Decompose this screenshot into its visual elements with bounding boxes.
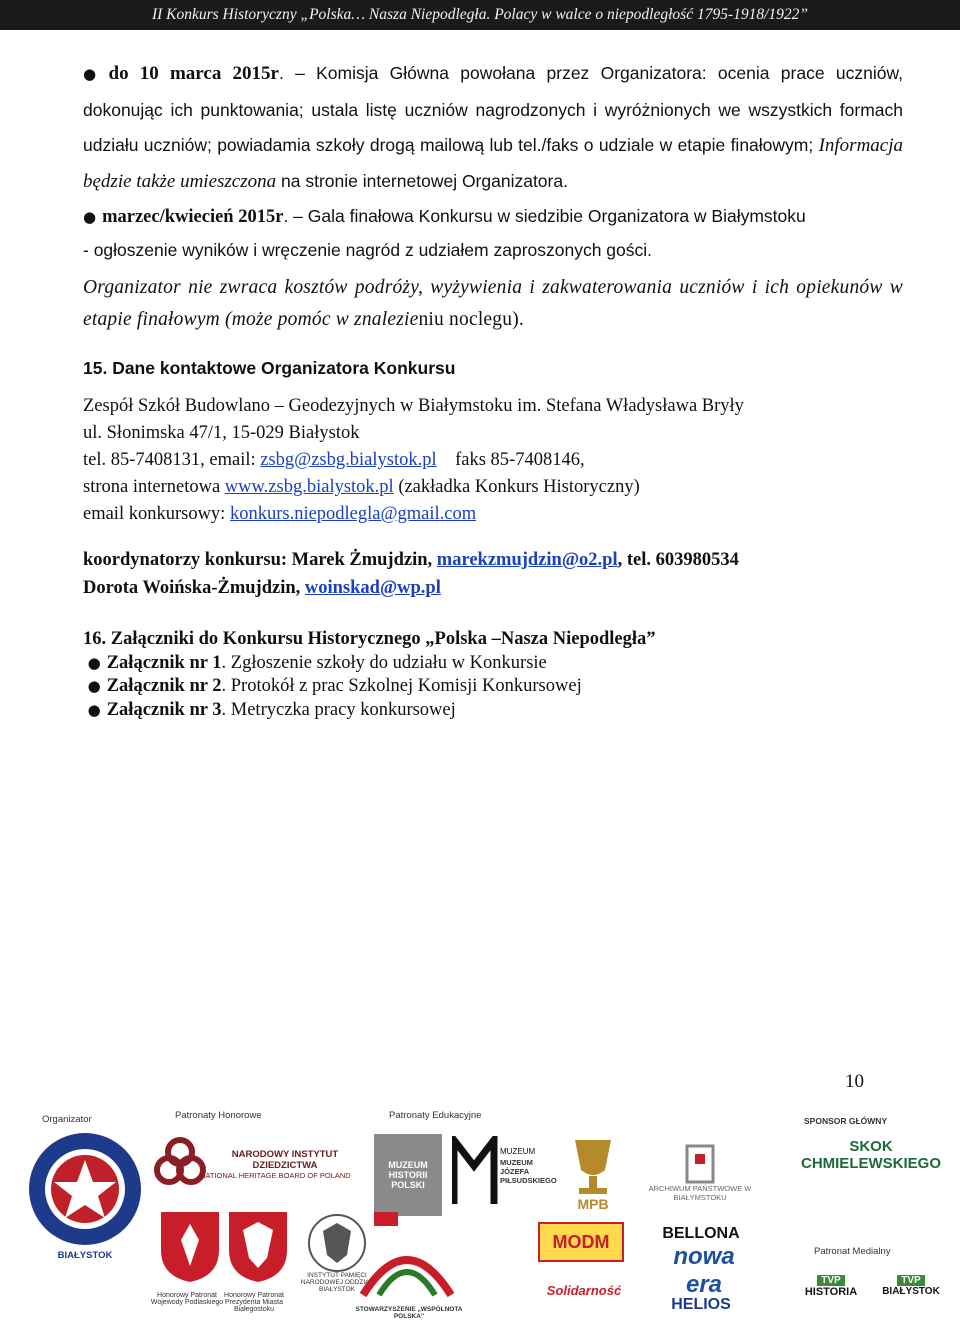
organizer-note bbox=[83, 272, 903, 336]
tvp-bialystok-logo: TVP BIAŁYSTOK bbox=[882, 1275, 940, 1297]
bullet-icon: ● bbox=[83, 208, 97, 226]
mpb-logo: MPB bbox=[560, 1126, 626, 1222]
organizer-note-italic: Organizator nie zwraca kosztów podróży, wyżywienia i zakwaterowania uczniów i ich opiekunów w etapie finałowym (może pomóc w znalezie bbox=[83, 277, 903, 330]
contest-email-line: email konkursowy: konkurs.niepodlegla@gmail.com bbox=[83, 504, 477, 524]
coordinator-line-1: koordynatorzy konkursu: Marek Żmujdzin, marekzmujdzin@o2.pl, tel. 603980534 bbox=[83, 550, 739, 570]
page-header bbox=[0, 0, 960, 30]
edu-label: Patronaty Edukacyjne bbox=[389, 1110, 482, 1121]
phone-email-line: tel. 85-7408131, email: zsbg@zsbg.bialystok.pl faks 85-7408146, bbox=[83, 450, 585, 470]
section-15-title: 15. Dane kontaktowe Organizatora Konkursu bbox=[83, 358, 456, 378]
coordinator-line-2: Dorota Woińska-Żmujdzin, woinskad@wp.pl bbox=[83, 578, 441, 598]
skok-logo: SKOK CHMIELEWSKIEGO bbox=[800, 1138, 941, 1172]
honorary-label: Patronaty Honorowe bbox=[175, 1110, 262, 1121]
paragraph-deadline bbox=[83, 56, 903, 199]
attachment-item: ● Załącznik nr 3. Metryczka pracy konkursowej bbox=[87, 699, 456, 720]
museum-history-logo: MUZEUM HISTORII POLSKI bbox=[374, 1134, 442, 1216]
attachment-item: ● Załącznik nr 2. Protokół z prac Szkolnej Komisji Konkursowej bbox=[87, 676, 582, 696]
deadline-text: . – Komisja Główna powołana przez Organizatora: ocenia prace uczniów, dokonując ich punktowania; ustala listę uczniów nagrodzonych i wyróżnionych we wszystkich formach udziału uczniów; powiadamia szkoły drogą mailową lub tel./faks o udziale w etapie finałowym; bbox=[83, 63, 903, 155]
document-body bbox=[83, 56, 903, 722]
deadline-italic: Informacja będzie także umieszczona bbox=[83, 135, 903, 192]
nid-logo: NARODOWY INSTYTUT DZIEDZICTWA NATIONAL HERITAGE BOARD OF POLAND bbox=[200, 1148, 351, 1180]
school-email-link[interactable]: zsbg@zsbg.bialystok.pl bbox=[260, 450, 437, 470]
nowa-era-logo: nowa era bbox=[673, 1243, 735, 1298]
modm-logo: MODM bbox=[538, 1222, 624, 1262]
contest-email-link[interactable]: konkurs.niepodlegla@gmail.com bbox=[229, 504, 477, 524]
attachments-block bbox=[83, 628, 903, 722]
state-archive-logo: ARCHIWUM PAŃSTWOWE W BIAŁYMSTOKU bbox=[638, 1134, 762, 1212]
website-line: strona internetowa www.zsbg.bialystok.pl (zakładka Konkurs Historyczny) bbox=[83, 477, 640, 497]
organizer-note-rest: niu noclegu). bbox=[418, 309, 524, 330]
gala-date: marzec/kwiecień 2015r bbox=[102, 207, 284, 227]
contact-block bbox=[83, 393, 903, 528]
sponsors-footer bbox=[22, 1100, 950, 1328]
bialystok-text: BIAŁYSTOK bbox=[57, 1250, 113, 1261]
deadline-text-end: na stronie internetowej Organizatora. bbox=[276, 170, 568, 191]
school-name: Zespół Szkół Budowlano – Geodezyjnych w Białymstoku im. Stefana Władysława Bryły bbox=[83, 396, 744, 416]
solidarnosc-logo: Solidarność bbox=[546, 1282, 622, 1298]
header-title: II Konkurs Historyczny „Polska… Nasza Niepodległa. Polacy w walce o niepodległość 1795-1918/1922” bbox=[151, 6, 809, 23]
fax-number: faks 85-7408146, bbox=[455, 450, 585, 470]
coordinator-email-2[interactable]: woinskad@wp.pl bbox=[304, 578, 441, 598]
organizer-label: Organizator bbox=[42, 1114, 92, 1125]
coordinator-email-1[interactable]: marekzmujdzin@o2.pl bbox=[436, 550, 618, 570]
deadline-date: do 10 marca 2015r bbox=[108, 63, 279, 84]
ipn-text: INSTYTUT PAMIĘCI NARODOWEJ ODDZIAŁ BIAŁYSTOK bbox=[300, 1272, 374, 1293]
wspolnota-polska-logo bbox=[352, 1228, 462, 1306]
section-16-title: 16. Załączniki do Konkursu Historycznego „Polska –Nasza Niepodległa” bbox=[83, 629, 656, 649]
wspolnota-text: STOWARZYSZENIE „WSPÓLNOTA POLSKA” bbox=[355, 1306, 463, 1320]
museum-red-mark bbox=[374, 1212, 398, 1226]
helios-logo: HELIOS bbox=[671, 1296, 731, 1313]
paragraph-gala bbox=[83, 199, 903, 235]
attachment-item: ● Załącznik nr 1. Zgłoszenie szkoły do udziału w Konkursie bbox=[87, 652, 547, 673]
main-sponsor-label: SPONSOR GŁÓWNY bbox=[804, 1116, 888, 1126]
school-address: ul. Słonimska 47/1, 15-029 Białystok bbox=[83, 423, 360, 443]
gala-text: . – Gala finałowa Konkursu w siedzibie Organizatora w Białymstoku bbox=[283, 206, 806, 226]
voivode-patronage: Honorowy Patronat Wojewody Podlaskiego bbox=[150, 1292, 224, 1306]
mayor-patronage: Honorowy Patronat Prezydenta Miasta Białegostoku bbox=[224, 1292, 284, 1313]
tvp-historia-logo: TVP HISTORIA bbox=[804, 1274, 858, 1298]
coordinators-block bbox=[83, 546, 903, 602]
bellona-logo: BELLONA bbox=[662, 1225, 740, 1242]
bialystok-coat-of-arms bbox=[218, 1202, 298, 1292]
page-number: 10 bbox=[845, 1071, 864, 1092]
media-label: Patronat Medialny bbox=[814, 1246, 891, 1257]
bullet-icon: ● bbox=[83, 65, 103, 83]
zsbg-emblem-logo bbox=[26, 1130, 144, 1248]
svg-text:MUZEUM: MUZEUM bbox=[500, 1147, 536, 1156]
pilsudski-text: MUZEUM JÓZEFA PIŁSUDSKIEGO bbox=[500, 1158, 557, 1185]
website-link[interactable]: www.zsbg.bialystok.pl bbox=[224, 477, 394, 497]
gala-line2: - ogłoszenie wyników i wręczenie nagród z udziałem zaproszonych gości. bbox=[83, 240, 653, 260]
